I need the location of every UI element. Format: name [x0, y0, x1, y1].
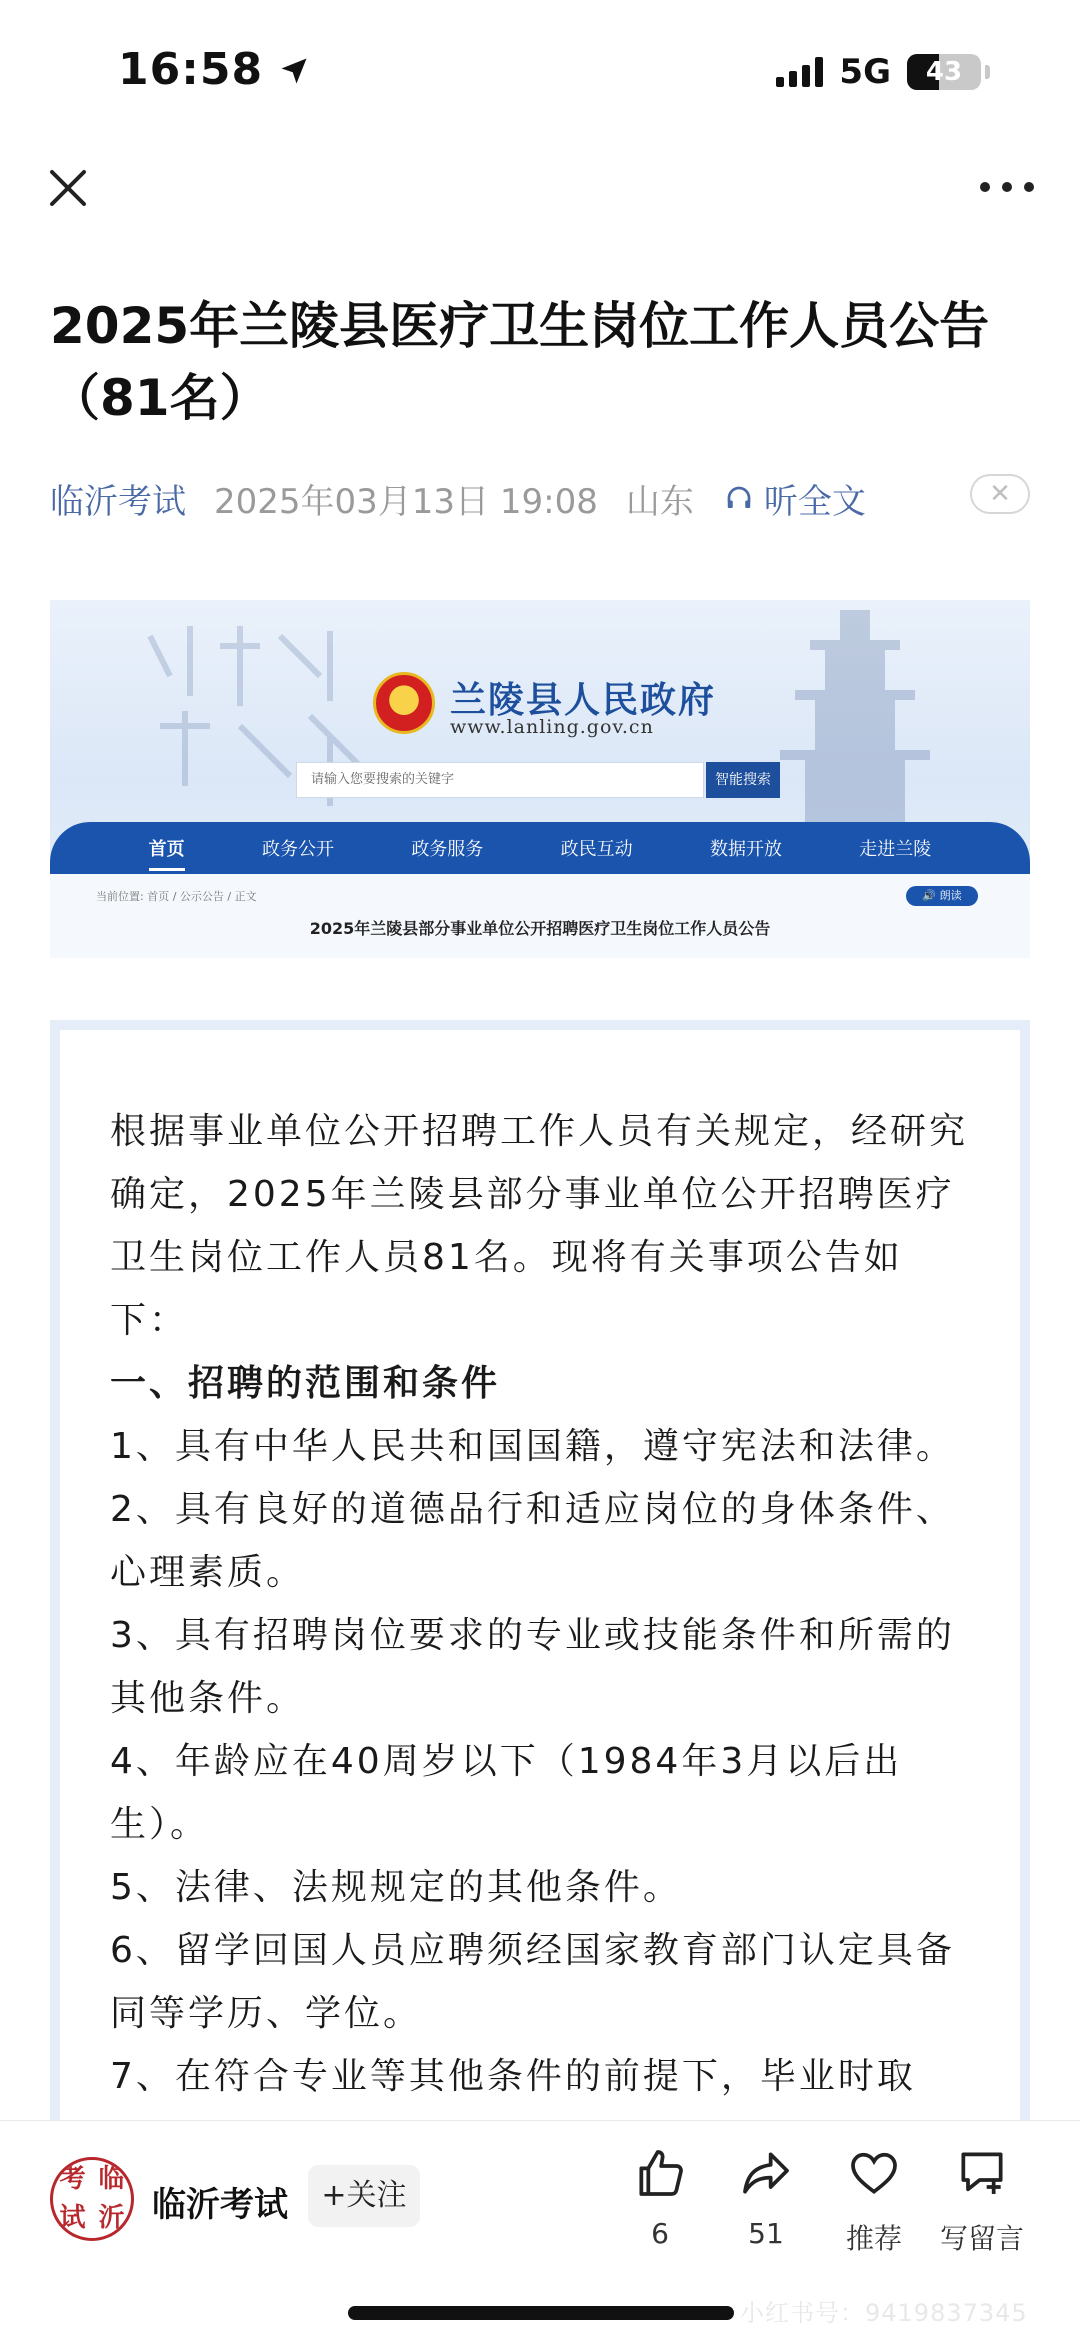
paragraph: 5、法律、法规规定的其他条件。 — [110, 1867, 682, 1908]
national-emblem-icon — [373, 672, 435, 734]
paragraph: 根据事业单位公开招聘工作人员有关规定，经研究确定，2025年兰陵县部分事业单位公开招聘医疗卫生岗位工作人员81名。现将有关事项公告如下： — [110, 1111, 969, 1341]
thumbs-up-icon — [632, 2145, 688, 2201]
recommend-label: 推荐 — [845, 2222, 902, 2255]
article-meta — [50, 468, 1040, 528]
gov-headline: 2025年兰陵县部分事业单位公开招聘医疗卫生岗位工作人员公告 — [309, 919, 771, 938]
comment-label: 写留言 — [939, 2222, 1024, 2255]
gov-nav-item: 首页 — [149, 835, 185, 861]
paragraph: 1、具有中华人民共和国国籍，遵守宪法和法律。 — [110, 1426, 955, 1467]
gov-search-input: 请输入您要搜索的关键字 — [296, 762, 704, 798]
like-button[interactable] — [600, 2145, 720, 2250]
share-button[interactable] — [706, 2145, 826, 2250]
network-type: 5G — [839, 52, 891, 92]
follow-button[interactable]: +关注 — [308, 2165, 420, 2227]
gov-search-button: 智能搜索 — [706, 762, 780, 798]
gov-nav-item: 走进兰陵 — [859, 839, 932, 860]
comment-button[interactable] — [922, 2145, 1042, 2257]
headphones-icon — [724, 483, 754, 513]
gov-nav-bar — [50, 822, 1030, 874]
publish-date: 2025年03月13日 19:08 — [214, 481, 598, 522]
account-name[interactable]: 临沂考试 — [152, 2185, 288, 2225]
comment-add-icon — [954, 2145, 1010, 2201]
paragraph: 4、年龄应在40周岁以下（1984年3月以后出生）。 — [110, 1741, 903, 1845]
gov-nav-item: 政民互动 — [560, 839, 633, 860]
gov-subheader — [50, 874, 1030, 958]
gov-read-button: 🔊 朗读 — [906, 886, 978, 906]
listen-button[interactable] — [724, 474, 866, 523]
publish-region: 山东 — [625, 481, 694, 522]
article-body — [50, 1020, 1030, 2120]
gov-nav-item: 政务服务 — [411, 839, 484, 860]
listen-label: 听全文 — [763, 481, 866, 522]
battery-icon — [907, 54, 981, 90]
author-link[interactable]: 临沂考试 — [50, 481, 186, 522]
paragraph: 6、留学回国人员应聘须经国家教育部门认定具备同等学历、学位。 — [110, 1930, 955, 2034]
gov-website-screenshot — [50, 600, 1030, 958]
gov-site-url: www.lanling.gov.cn — [450, 716, 654, 738]
heart-icon — [846, 2145, 902, 2201]
watermark-text: 小红书号：9419837345 — [740, 2299, 1028, 2327]
article-title: 2025年兰陵县医疗卫生岗位工作人员公告（81名） — [50, 297, 990, 427]
pagoda-decoration — [740, 600, 970, 840]
signal-icon — [776, 57, 823, 87]
gov-nav-item: 数据开放 — [709, 839, 782, 860]
share-icon — [738, 2145, 794, 2201]
dismiss-audio-button[interactable]: ✕ — [970, 474, 1030, 514]
recommend-button[interactable] — [814, 2145, 934, 2257]
paragraph: 2、具有良好的道德品行和适应岗位的身体条件、心理素质。 — [110, 1489, 955, 1593]
status-bar — [0, 0, 1080, 140]
home-indicator[interactable] — [348, 2306, 734, 2320]
location-arrow-icon — [279, 56, 309, 86]
share-count: 51 — [748, 2217, 784, 2250]
gov-site-name: 兰陵县人民政府 — [450, 680, 717, 721]
paragraph: 7、在符合专业等其他条件的前提下，毕业时取 — [110, 2056, 916, 2097]
gov-breadcrumb: 当前位置: 首页 / 公示公告 / 正文 — [96, 890, 257, 903]
section-heading: 一、招聘的范围和条件 — [110, 1363, 501, 1404]
like-count: 6 — [651, 2217, 669, 2250]
status-time: 16:58 — [118, 44, 309, 95]
account-avatar[interactable]: 考 临 试 沂 — [50, 2157, 134, 2241]
battery-percent: 43 — [925, 57, 963, 87]
paragraph: 3、具有招聘岗位要求的专业或技能条件和所需的其他条件。 — [110, 1615, 955, 1719]
gov-nav-item: 政务公开 — [261, 839, 334, 860]
close-icon[interactable] — [46, 166, 90, 210]
more-options-icon[interactable] — [980, 170, 1034, 204]
